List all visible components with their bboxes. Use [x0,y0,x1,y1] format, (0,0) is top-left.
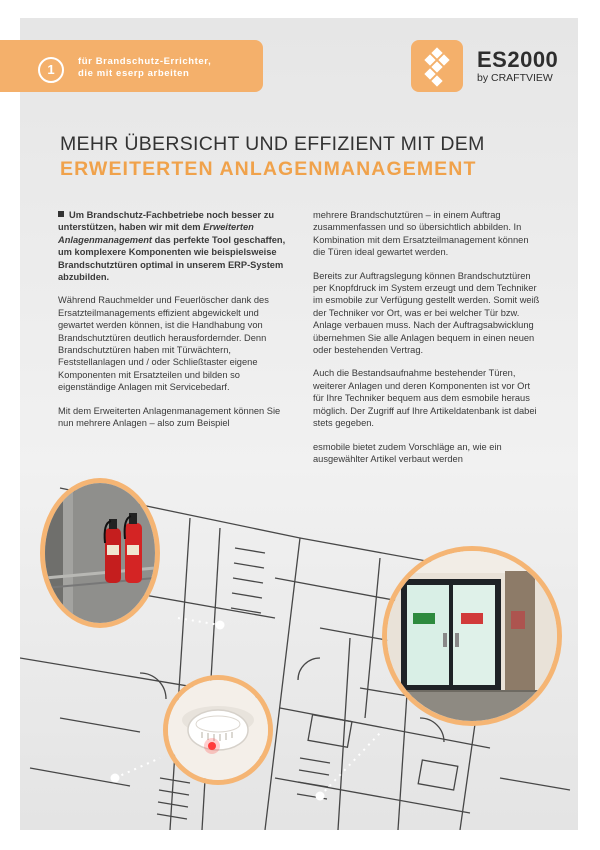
lead-text-end: das perfekte Tool geschaffen, um komplexere Komponenten wie beispielsweise Brandschutztüren optimal in unserem ERP-System abzubilden. [58,234,286,283]
fire-extinguisher-photo [40,478,160,628]
audience-badge-text [78,56,260,80]
body-paragraph: esmobile bietet zudem Vorschläge an, wie ein ausgewählter Artikel verbaut werden [313,441,502,464]
fire-door-photo [382,546,562,726]
body-paragraph: Während Rauchmelder und Feuerlöscher dank des Ersatzteilmanagements effizient abgewickelt und gewartet werden können, ist die Handhabung von Brandschutztüren deutlich herausfordernder. Denn Brandschutztüren haben mit Türwächtern, Feststellanlagen und / oder Schließtaster eigene Komponenten mit Ersatzteilen und bilden so eigenständige Anlagen mit Servicebedarf. [58,295,269,393]
body-column-right [313,209,543,476]
body-paragraph: Mit dem Erweiterten Anlagenmanagement können Sie nun mehrere Anlagen – also zum Beispiel [58,405,281,429]
step-number-circle: 1 [38,57,64,83]
headline-line2: ERWEITERTEN ANLAGENMANAGEMENT [60,158,477,180]
lead-text-start: Um Brandschutz-Fachbetriebe noch besser zu unterstützen, haben wir mit dem [58,210,275,233]
bullet-square-icon [58,211,64,217]
badge-text-line1: für Brandschutz-Errichter, [78,56,212,67]
logo-diamond-icon [411,40,463,92]
logo-subtitle: by CRAFTVIEW [477,72,553,84]
logo-name: ES2000 [477,47,559,72]
badge-text-line2: die mit eserp arbeiten [78,68,190,79]
body-column-left [58,209,286,441]
logo-mark [411,40,463,92]
smoke-detector-photo [163,675,273,785]
lead-paragraph [58,209,286,283]
headline-line1: MEHR ÜBERSICHT UND EFFIZIENT MIT DEM [60,133,485,155]
body-paragraph: Bereits zur Auftragslegung können Brandschutztüren per Knopfdruck im System erzeugt und dem Techniker im esmobile zur Verfügung gestellt werden. Somit weiß der Techniker vor Ort, was er bei welcher Tür bzw. Anlage verbauen muss. Nach der Auftragsabwicklung übernehmen Sie alle Anlagen bequem in einen neuen oder bestehenden Vertrag. [313,270,540,356]
lead-text-emphasis: Erweiterten Anlagenmanagement [58,222,254,245]
body-paragraph: mehrere Brandschutztüren – in einem Auftrag zusammenfassen und so übersichtlich abbilden. In Kombination mit dem Ersatzteilmanagement können die Türen ideal gewartet werden. [313,210,529,258]
body-paragraph: Auch die Bestandsaufnahme bestehender Türen, weiterer Anlagen und deren Komponenten ist vor Ort für Ihre Techniker bequem aus dem esmobile heraus möglich. Der Zugriff auf Ihre Artikeldatenbank ist dabei stets gegeben. [313,368,537,429]
